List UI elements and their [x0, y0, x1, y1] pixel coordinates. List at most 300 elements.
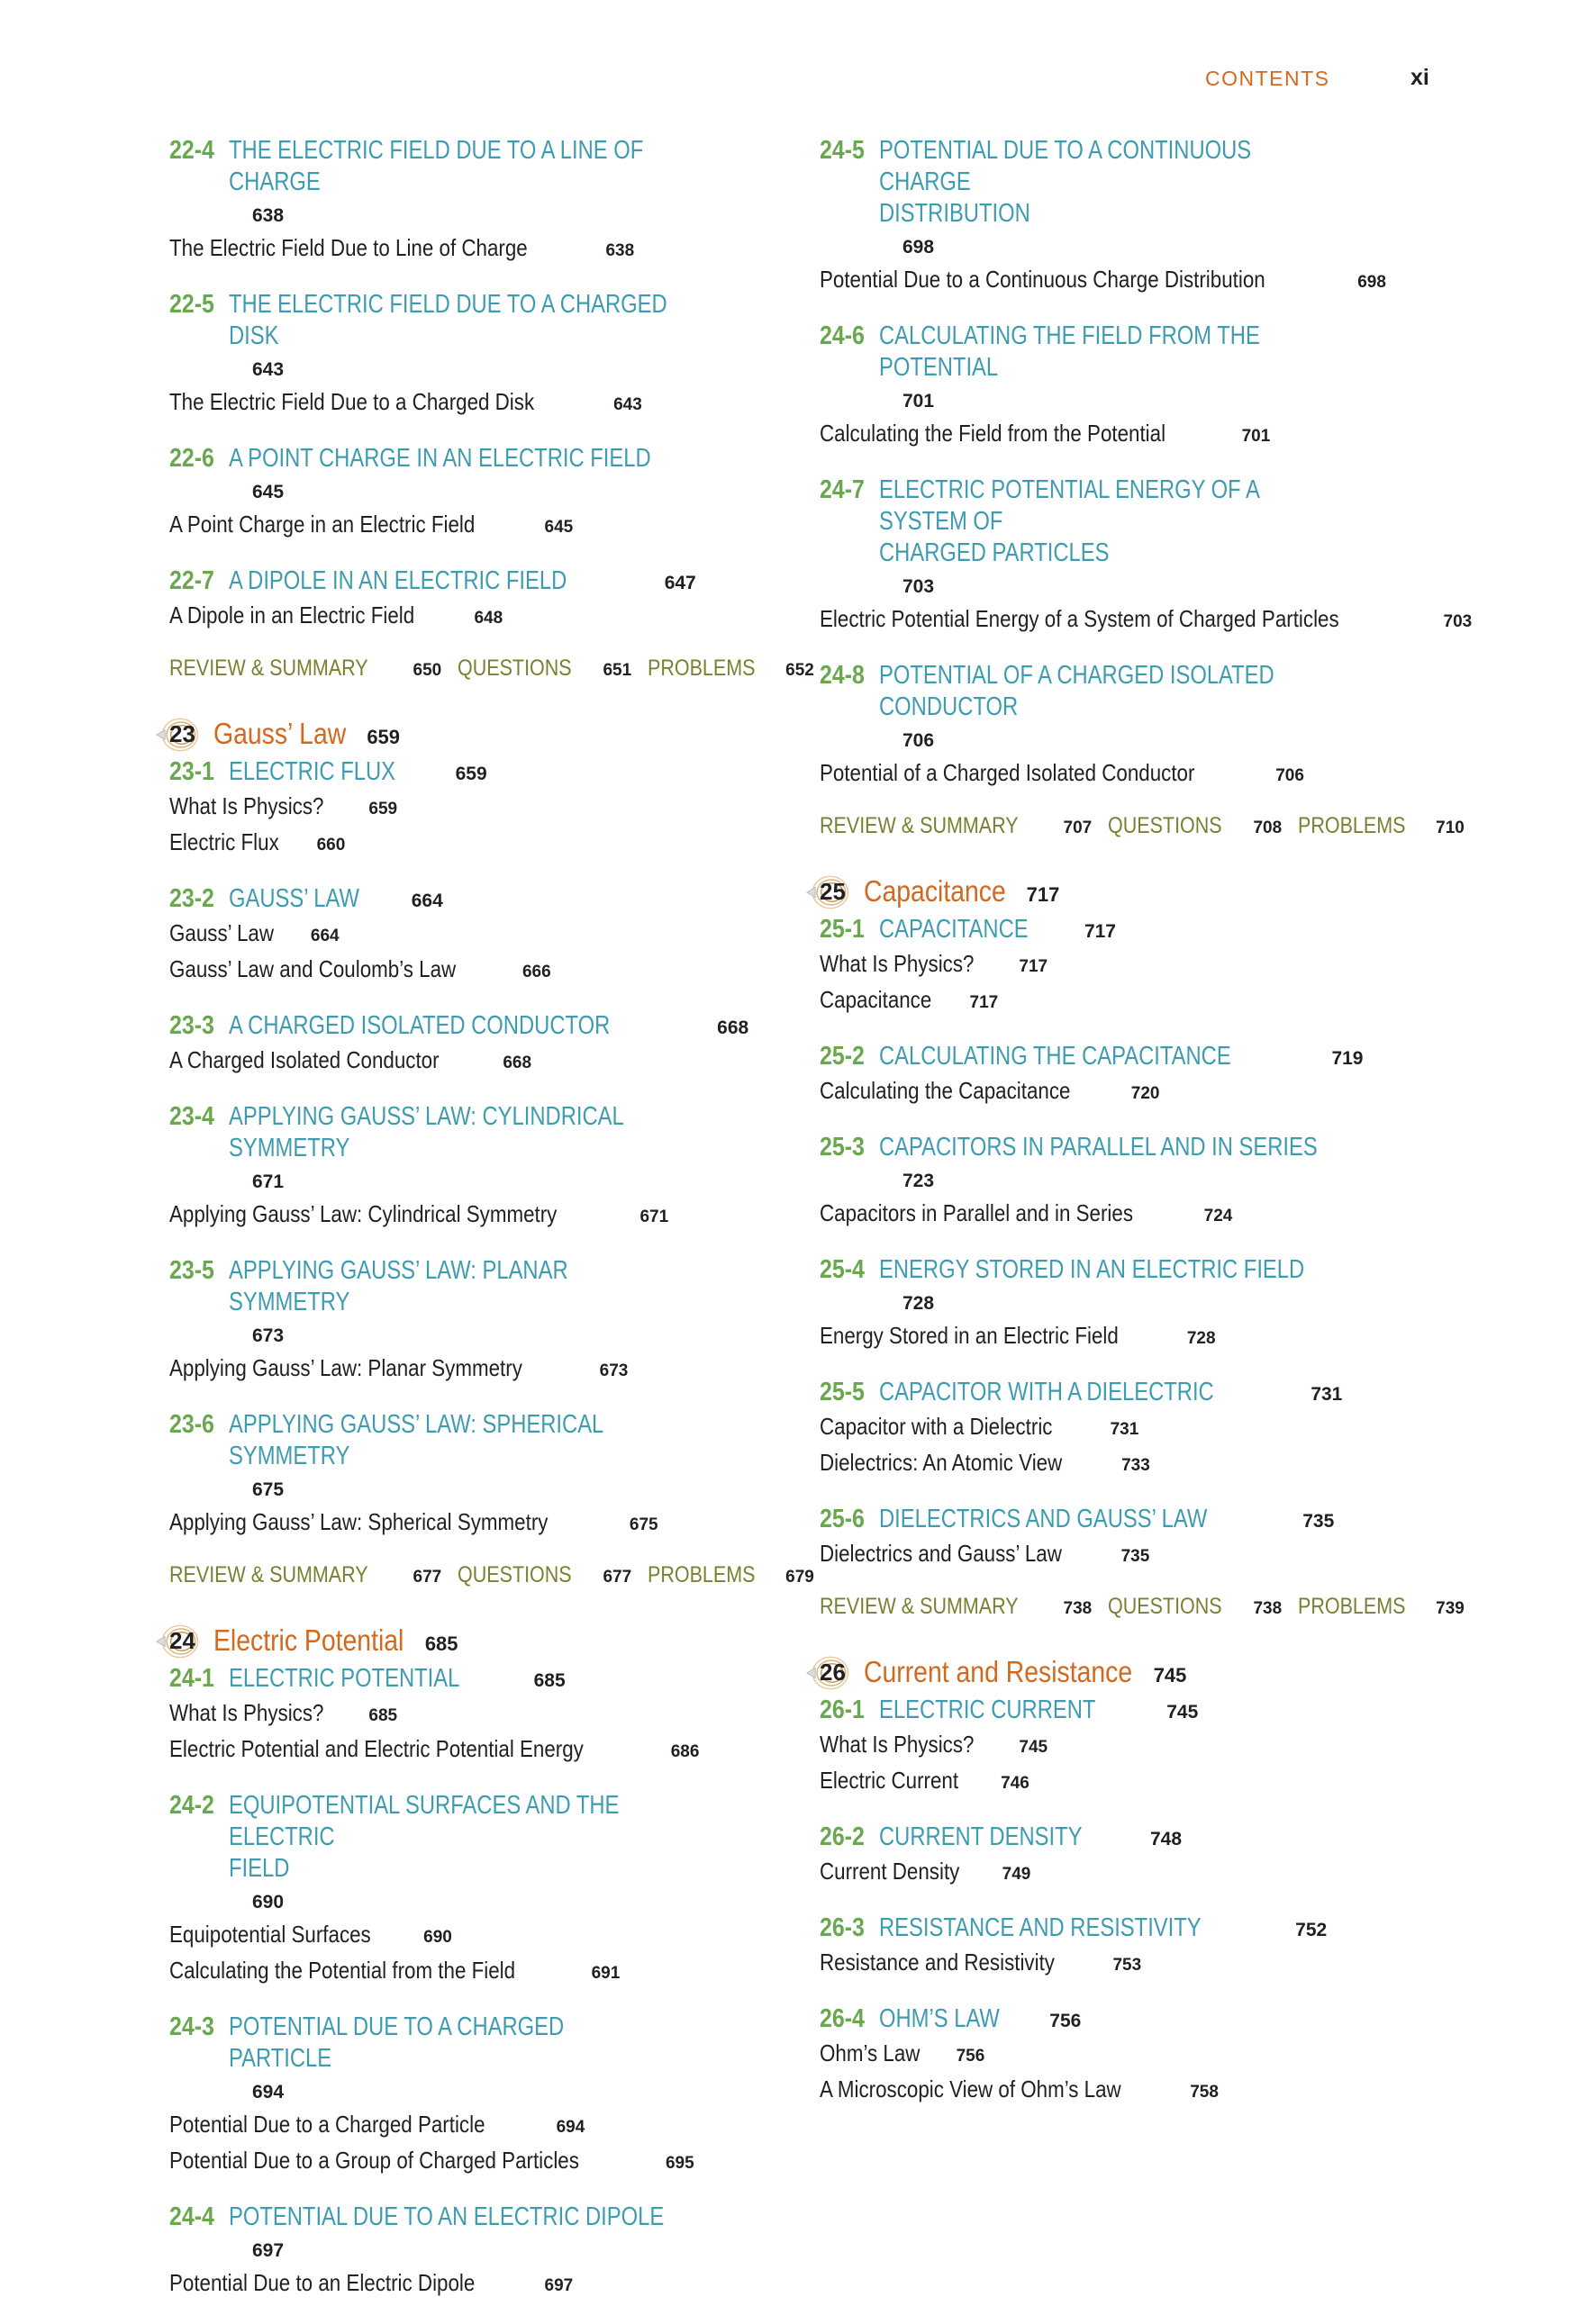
questions-label[interactable]: QUESTIONS — [1108, 813, 1222, 838]
subsection-title: Calculating the Capacitance — [820, 1077, 1071, 1104]
questions-label[interactable]: QUESTIONS — [1108, 1594, 1222, 1619]
section-title[interactable]: ELECTRIC POTENTIAL — [229, 1664, 460, 1693]
toc-section — [169, 1101, 764, 1234]
section-heading[interactable] — [820, 1041, 1441, 1074]
toc-section — [820, 1132, 1441, 1233]
section-page: 690 — [252, 1892, 285, 1913]
toc-column-right — [820, 135, 1473, 2130]
review-summary-label[interactable]: REVIEW & SUMMARY — [169, 656, 368, 681]
subsection-entry[interactable] — [169, 2144, 764, 2180]
section-heading[interactable] — [820, 1132, 1441, 1197]
chapter-title — [213, 717, 401, 751]
subsection-title: Equipotential Surfaces — [169, 1921, 371, 1948]
subsection-page: 660 — [316, 836, 346, 855]
section-heading[interactable] — [169, 289, 764, 385]
section-title[interactable]: THE ELECTRIC FIELD DUE TO A CHARGED DISK — [229, 290, 667, 350]
section-title-wrap — [229, 565, 764, 599]
section-heading[interactable] — [169, 2202, 764, 2266]
section-title[interactable]: CAPACITORS IN PARALLEL AND IN SERIES — [879, 1133, 1318, 1162]
subsection-entry[interactable] — [820, 1946, 1441, 1982]
section-page: 697 — [252, 2240, 285, 2261]
section-title[interactable]: CALCULATING THE CAPACITANCE — [879, 1042, 1231, 1071]
subsection-title: A Charged Isolated Conductor — [169, 1046, 440, 1073]
subsection-entry[interactable] — [169, 1198, 764, 1234]
subsection-page: 668 — [503, 1053, 532, 1072]
section-title[interactable]: THE ELECTRIC FIELD DUE TO A LINE OF CHARGE — [229, 136, 644, 196]
section-title[interactable]: CURRENT DENSITY — [879, 1822, 1083, 1851]
review-summary-label[interactable]: REVIEW & SUMMARY — [820, 813, 1019, 838]
section-heading[interactable] — [169, 1010, 764, 1044]
subsection-page: 638 — [605, 241, 635, 260]
chapter-heading[interactable] — [169, 717, 764, 755]
subsection-page: 758 — [1190, 2083, 1219, 2102]
review-line — [820, 1591, 1465, 1624]
section-page: 703 — [902, 576, 935, 597]
section-title-wrap — [229, 443, 764, 508]
toc-section — [169, 1010, 764, 1080]
section-number: 25-6 — [820, 1505, 865, 1533]
subsection-entry[interactable] — [169, 599, 764, 635]
subsection-title: Gauss’ Law and Coulomb’s Law — [169, 955, 457, 982]
chapter-page: 717 — [1027, 883, 1060, 906]
section-title-wrap — [229, 756, 764, 790]
toc-section — [820, 1913, 1441, 1982]
subsection-entry[interactable] — [169, 2266, 764, 2302]
subsection-title: Dielectrics and Gauss’ Law — [820, 1540, 1062, 1567]
section-page: 706 — [902, 730, 935, 751]
section-heading[interactable] — [169, 756, 764, 790]
subsection-page: 648 — [474, 609, 503, 628]
subsection-page: 749 — [1002, 1865, 1031, 1884]
section-title[interactable]: ELECTRIC POTENTIAL ENERGY OF A SYSTEM OF CHARGED PARTICLES — [879, 475, 1259, 567]
review-summary-page: 677 — [413, 1568, 442, 1587]
toc-section — [820, 475, 1473, 638]
subsection-entry[interactable] — [820, 263, 1441, 299]
section-title[interactable]: APPLYING GAUSS’ LAW: SPHERICAL SYMMETRY — [229, 1410, 603, 1470]
section-number: 24-7 — [820, 475, 865, 504]
section-number: 24-4 — [169, 2202, 214, 2231]
section-page: 638 — [252, 205, 285, 226]
section-title-wrap — [229, 883, 764, 917]
subsection-entry[interactable] — [169, 953, 764, 989]
section-number: 22-4 — [169, 136, 214, 165]
subsection-title: The Electric Field Due to Line of Charge — [169, 234, 528, 261]
section-number: 24-6 — [820, 321, 865, 350]
subsection-title: Resistance and Resistivity — [820, 1949, 1055, 1976]
section-page: 756 — [1049, 2011, 1082, 2031]
subsection-title: A Dipole in an Electric Field — [169, 601, 415, 628]
section-number: 23-1 — [169, 757, 214, 786]
section-heading[interactable] — [820, 475, 1441, 602]
subsection-title: Gauss’ Law — [169, 919, 274, 946]
subsection-entry[interactable] — [820, 1855, 1441, 1891]
section-title-wrap — [229, 1010, 764, 1044]
section-title[interactable]: POTENTIAL DUE TO AN ELECTRIC DIPOLE — [229, 2202, 665, 2231]
page-number: xi — [1410, 65, 1429, 90]
chapter-number: 26 — [820, 1659, 846, 1686]
subsection-page: 685 — [368, 1706, 398, 1725]
subsection-entry[interactable] — [820, 2037, 1441, 2073]
subsection-entry[interactable] — [169, 1352, 764, 1388]
chapter-heading[interactable] — [820, 1655, 1441, 1693]
section-title[interactable]: CALCULATING THE FIELD FROM THE POTENTIAL — [879, 321, 1260, 382]
section-number: 25-1 — [820, 915, 865, 944]
section-heading[interactable] — [820, 1913, 1441, 1946]
subsection-title: Electric Potential and Electric Potential Energy — [169, 1735, 584, 1762]
section-page: 752 — [1295, 1920, 1328, 1940]
section-page: 668 — [717, 1017, 749, 1038]
chapter-number: 24 — [169, 1627, 195, 1654]
toc-section — [820, 321, 1441, 453]
chapter-page: 659 — [367, 726, 401, 748]
subsection-page: 731 — [1110, 1420, 1139, 1439]
subsection-entry[interactable] — [169, 1506, 764, 1542]
section-heading[interactable] — [820, 1695, 1441, 1728]
subsection-page: 753 — [1112, 1956, 1142, 1975]
section-title-wrap — [879, 1377, 1441, 1410]
section-title-wrap — [879, 1695, 1441, 1728]
section-page: 673 — [252, 1325, 285, 1346]
section-title-wrap — [879, 1254, 1441, 1319]
subsection-page: 701 — [1241, 427, 1271, 446]
subsection-entry[interactable] — [820, 1074, 1441, 1110]
section-title[interactable]: POTENTIAL OF A CHARGED ISOLATED CONDUCTOR — [879, 661, 1274, 721]
toc-section — [820, 2003, 1441, 2109]
subsection-page: 746 — [1001, 1774, 1029, 1793]
subsection-page: 671 — [639, 1207, 669, 1226]
running-header — [0, 67, 1569, 99]
section-number: 24-5 — [820, 136, 865, 165]
section-heading[interactable] — [169, 1409, 764, 1506]
toc-section — [169, 289, 764, 421]
section-title-wrap — [879, 1913, 1441, 1946]
section-heading[interactable] — [169, 443, 764, 508]
subsection-entry[interactable] — [169, 508, 764, 544]
subsection-page: 691 — [591, 1964, 621, 1983]
subsection-title: Current Density — [820, 1858, 960, 1885]
section-heading[interactable] — [820, 135, 1441, 263]
section-heading[interactable] — [820, 1504, 1441, 1537]
section-title[interactable]: ENERGY STORED IN AN ELECTRIC FIELD — [879, 1255, 1305, 1284]
subsection-title: What Is Physics? — [820, 1731, 975, 1758]
review-summary-label[interactable]: REVIEW & SUMMARY — [169, 1562, 368, 1587]
section-page: 645 — [252, 482, 285, 502]
chapter-heading[interactable] — [820, 874, 1441, 912]
subsection-page: 720 — [1130, 1084, 1160, 1103]
section-page: 728 — [902, 1293, 935, 1314]
toc-section — [169, 1790, 764, 1990]
section-heading[interactable] — [169, 1255, 764, 1352]
section-number: 25-3 — [820, 1133, 865, 1162]
subsection-entry[interactable] — [820, 1446, 1441, 1482]
section-heading[interactable] — [169, 1790, 764, 1918]
subsection-title: The Electric Field Due to a Charged Disk — [169, 388, 535, 415]
subsection-entry[interactable] — [169, 2108, 764, 2144]
chapter-title-text: Gauss’ Law — [213, 717, 347, 750]
subsection-page: 666 — [521, 963, 551, 981]
toc-section — [169, 1255, 764, 1388]
subsection-page: 645 — [544, 518, 574, 537]
running-header-label: CONTENTS — [1205, 67, 1330, 90]
subsection-title: Applying Gauss’ Law: Cylindrical Symmetry — [169, 1200, 558, 1227]
subsection-title: Potential Due to an Electric Dipole — [169, 2269, 476, 2296]
toc-section — [169, 1409, 764, 1542]
subsection-entry[interactable] — [169, 1732, 764, 1768]
section-page: 745 — [1166, 1702, 1199, 1723]
subsection-title: Calculating the Field from the Potential — [820, 420, 1166, 447]
toc-section — [820, 135, 1441, 299]
questions-label[interactable]: QUESTIONS — [458, 656, 572, 681]
subsection-page: 735 — [1120, 1547, 1150, 1566]
subsection-entry[interactable] — [169, 385, 764, 421]
section-title[interactable]: ELECTRIC CURRENT — [879, 1696, 1096, 1724]
review-summary-label[interactable]: REVIEW & SUMMARY — [820, 1594, 1019, 1619]
subsection-entry[interactable] — [820, 1537, 1441, 1573]
section-number: 26-4 — [820, 2004, 865, 2033]
section-title-wrap — [229, 2202, 764, 2266]
section-title[interactable]: A CHARGED ISOLATED CONDUCTOR — [229, 1011, 611, 1040]
subsection-title: Potential Due to a Group of Charged Particles — [169, 2147, 579, 2174]
subsection-page: 706 — [1275, 766, 1304, 785]
section-number: 26-2 — [820, 1822, 865, 1851]
toc-section — [169, 565, 764, 635]
subsection-page: 664 — [310, 927, 340, 945]
subsection-page: 728 — [1186, 1329, 1216, 1348]
subsection-title: Calculating the Potential from the Field — [169, 1957, 516, 1984]
subsection-title: Electric Flux — [169, 828, 279, 855]
subsection-entry[interactable] — [169, 1954, 764, 1990]
chapter-title-text: Current and Resistance — [864, 1655, 1133, 1688]
review-line — [169, 1560, 814, 1593]
section-title[interactable]: A POINT CHARGE IN AN ELECTRIC FIELD — [229, 444, 651, 473]
toc-section — [820, 660, 1441, 792]
subsection-entry[interactable] — [820, 602, 1473, 638]
subsection-title: A Microscopic View of Ohm’s Law — [820, 2075, 1121, 2102]
section-heading[interactable] — [169, 1663, 764, 1696]
questions-label[interactable]: QUESTIONS — [458, 1562, 572, 1587]
subsection-page: 733 — [1121, 1456, 1150, 1475]
section-title[interactable]: CAPACITANCE — [879, 915, 1029, 944]
section-heading[interactable] — [820, 660, 1441, 756]
section-title-wrap — [229, 1790, 764, 1918]
section-page: 723 — [902, 1171, 935, 1191]
section-title[interactable]: A DIPOLE IN AN ELECTRIC FIELD — [229, 566, 567, 595]
chapter-number: 23 — [169, 720, 195, 747]
section-title[interactable]: ELECTRIC FLUX — [229, 757, 395, 786]
section-title[interactable]: RESISTANCE AND RESISTIVITY — [879, 1913, 1202, 1942]
problems-label[interactable]: PROBLEMS — [648, 1562, 756, 1587]
section-heading[interactable] — [820, 914, 1441, 947]
section-title[interactable]: APPLYING GAUSS’ LAW: PLANAR SYMMETRY — [229, 1256, 568, 1316]
questions-page: 651 — [603, 661, 632, 680]
subsection-page: 675 — [629, 1515, 658, 1534]
section-page: 671 — [252, 1171, 285, 1192]
review-line — [169, 653, 814, 686]
subsection-title: Electric Current — [820, 1767, 959, 1794]
section-title-wrap — [229, 1101, 764, 1198]
problems-label[interactable]: PROBLEMS — [648, 656, 756, 681]
subsection-title: What Is Physics? — [820, 950, 975, 977]
toc-section — [820, 1254, 1441, 1355]
section-heading[interactable] — [820, 1254, 1441, 1319]
subsection-title: Capacitors in Parallel and in Series — [820, 1199, 1134, 1226]
section-number: 22-7 — [169, 566, 214, 595]
section-page: 731 — [1311, 1384, 1343, 1405]
section-page: 664 — [411, 891, 443, 911]
section-page: 659 — [455, 764, 487, 784]
subsection-page: 717 — [1019, 957, 1048, 976]
subsection-entry[interactable] — [820, 947, 1441, 983]
problems-page: 679 — [785, 1568, 814, 1587]
section-heading[interactable] — [820, 1377, 1441, 1410]
section-page: 675 — [252, 1479, 285, 1500]
problems-label[interactable]: PROBLEMS — [1298, 1594, 1406, 1619]
subsection-entry[interactable] — [169, 826, 764, 862]
section-title-wrap — [879, 321, 1441, 417]
problems-page: 710 — [1436, 818, 1465, 837]
section-title[interactable]: OHM’S LAW — [879, 2004, 1000, 2033]
toc-section — [169, 756, 764, 862]
subsection-title: What Is Physics? — [169, 792, 324, 819]
toc-section — [169, 2012, 764, 2180]
section-page: 685 — [533, 1670, 566, 1691]
section-page: 647 — [664, 573, 696, 593]
chapter-title-text: Electric Potential — [213, 1623, 404, 1657]
section-title-wrap — [229, 1409, 764, 1506]
section-heading[interactable] — [169, 565, 764, 599]
chapter-heading[interactable] — [169, 1623, 764, 1661]
section-title-wrap — [879, 660, 1441, 756]
subsection-page: 717 — [969, 993, 999, 1012]
section-page: 735 — [1302, 1511, 1335, 1532]
toc-section — [820, 1504, 1441, 1573]
subsection-entry[interactable] — [820, 983, 1441, 1019]
subsection-entry[interactable] — [820, 1197, 1441, 1233]
section-page: 694 — [252, 2082, 285, 2102]
section-title-wrap — [229, 1255, 764, 1352]
subsection-page: 698 — [1357, 273, 1386, 292]
section-title-wrap — [229, 1663, 764, 1696]
subsection-entry[interactable] — [169, 1696, 764, 1732]
section-number: 23-3 — [169, 1011, 214, 1040]
toc-section — [169, 883, 764, 989]
subsection-entry[interactable] — [169, 231, 764, 267]
section-heading[interactable] — [169, 1101, 764, 1198]
toc-section — [820, 1377, 1441, 1482]
subsection-entry[interactable] — [169, 1918, 764, 1954]
subsection-entry[interactable] — [169, 790, 764, 826]
subsection-title: Capacitor with a Dielectric — [820, 1413, 1053, 1440]
section-title-wrap — [879, 475, 1441, 602]
section-title-wrap — [879, 1132, 1441, 1197]
subsection-entry[interactable] — [820, 1410, 1441, 1446]
subsection-page: 690 — [423, 1928, 452, 1947]
section-heading[interactable] — [169, 2012, 764, 2108]
subsection-entry[interactable] — [169, 917, 764, 953]
section-page: 719 — [1331, 1048, 1364, 1069]
subsection-page: 659 — [368, 800, 398, 818]
toc-section — [169, 443, 764, 544]
subsection-entry[interactable] — [820, 1319, 1441, 1355]
section-title[interactable]: EQUIPOTENTIAL SURFACES AND THE ELECTRIC FIELD — [229, 1791, 620, 1883]
section-title[interactable]: DIELECTRICS AND GAUSS’ LAW — [879, 1505, 1208, 1533]
section-number: 25-4 — [820, 1255, 865, 1284]
section-page: 717 — [1084, 921, 1116, 942]
questions-page: 738 — [1253, 1599, 1283, 1618]
section-title-wrap — [879, 1504, 1441, 1537]
section-heading[interactable] — [820, 1822, 1441, 1855]
subsection-entry[interactable] — [820, 1728, 1441, 1764]
review-summary-page: 738 — [1063, 1599, 1093, 1618]
section-heading[interactable] — [169, 135, 764, 231]
section-heading[interactable] — [169, 883, 764, 917]
subsection-entry[interactable] — [820, 417, 1441, 453]
questions-page: 708 — [1253, 818, 1283, 837]
section-heading[interactable] — [820, 321, 1441, 417]
subsection-entry[interactable] — [820, 756, 1441, 792]
section-number: 24-8 — [820, 661, 865, 690]
subsection-entry[interactable] — [820, 2073, 1441, 2109]
subsection-title: Capacitance — [820, 986, 932, 1013]
section-number: 24-3 — [169, 2012, 214, 2041]
review-summary-page: 707 — [1063, 818, 1093, 837]
toc-section — [169, 2202, 764, 2302]
subsection-title: Potential of a Charged Isolated Conductor — [820, 759, 1195, 786]
subsection-title: Potential Due to a Continuous Charge Distribution — [820, 266, 1265, 293]
toc-section — [820, 1695, 1441, 1800]
section-heading[interactable] — [820, 2003, 1441, 2037]
subsection-page: 724 — [1203, 1207, 1233, 1225]
subsection-page: 697 — [544, 2276, 574, 2295]
chapter-title-text: Capacitance — [864, 874, 1006, 908]
subsection-entry[interactable] — [820, 1764, 1441, 1800]
section-title-wrap — [879, 135, 1441, 263]
review-summary-page: 650 — [413, 661, 442, 680]
section-page: 701 — [902, 391, 935, 411]
subsection-page: 643 — [613, 395, 642, 414]
subsection-title: Energy Stored in an Electric Field — [820, 1322, 1119, 1349]
section-number: 23-5 — [169, 1256, 214, 1285]
section-number: 25-2 — [820, 1042, 865, 1071]
section-title[interactable]: APPLYING GAUSS’ LAW: CYLINDRICAL SYMMETRY — [229, 1102, 624, 1162]
toc-section — [169, 1663, 764, 1768]
chapter-title — [864, 874, 1060, 909]
questions-page: 677 — [603, 1568, 632, 1587]
subsection-title: Potential Due to a Charged Particle — [169, 2111, 485, 2138]
toc-section — [169, 135, 764, 267]
chapter-page: 745 — [1153, 1664, 1187, 1686]
subsection-entry[interactable] — [169, 1044, 764, 1080]
subsection-title: Dielectrics: An Atomic View — [820, 1449, 1063, 1476]
chapter-page: 685 — [424, 1632, 458, 1655]
problems-page: 652 — [785, 661, 814, 680]
section-title[interactable]: GAUSS’ LAW — [229, 884, 359, 913]
section-title[interactable]: POTENTIAL DUE TO A CONTINUOUS CHARGE DISTRIBUTION — [879, 136, 1252, 228]
subsection-page: 686 — [670, 1742, 700, 1761]
subsection-page: 695 — [665, 2154, 694, 2173]
section-title-wrap — [879, 1041, 1441, 1074]
section-number: 26-1 — [820, 1696, 865, 1724]
subsection-page: 745 — [1019, 1738, 1048, 1757]
problems-label[interactable]: PROBLEMS — [1298, 813, 1406, 838]
section-title[interactable]: POTENTIAL DUE TO A CHARGED PARTICLE — [229, 2012, 565, 2073]
section-title-wrap — [879, 1822, 1441, 1855]
section-number: 23-4 — [169, 1102, 214, 1131]
section-title-wrap — [229, 135, 764, 231]
toc-section — [820, 914, 1441, 1019]
section-title[interactable]: CAPACITOR WITH A DIELECTRIC — [879, 1378, 1214, 1406]
section-number: 23-2 — [169, 884, 214, 913]
